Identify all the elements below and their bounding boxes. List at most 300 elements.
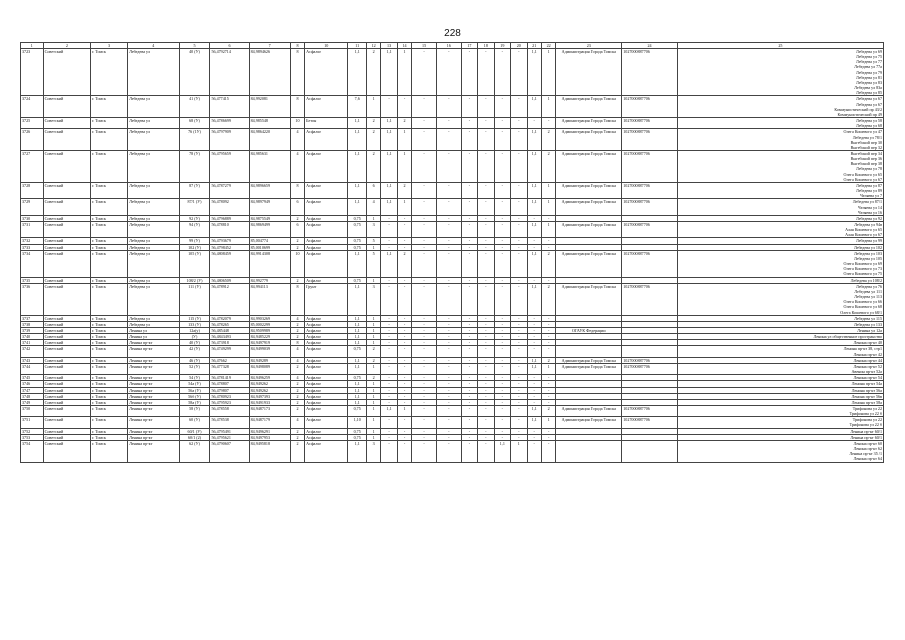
table-cell: - bbox=[541, 238, 555, 244]
table-cell: Советский bbox=[43, 150, 90, 182]
table-cell: Администрация Города Томска bbox=[556, 363, 622, 374]
table-cell: - bbox=[412, 250, 437, 277]
table-cell: 3750 bbox=[21, 406, 44, 417]
table-cell: 56,4793679 bbox=[210, 238, 249, 244]
table-cell: - bbox=[381, 387, 397, 393]
table-cell: - bbox=[397, 334, 411, 340]
table-cell: Асфальт bbox=[305, 222, 348, 238]
table-cell: - bbox=[478, 387, 494, 393]
table-row bbox=[21, 199, 884, 215]
table-cell: 1027000887706 bbox=[622, 129, 678, 151]
table-cell: - bbox=[412, 118, 437, 129]
table-cell: Советский bbox=[43, 357, 90, 363]
column-header: 10 bbox=[305, 43, 348, 49]
column-header: 20 bbox=[511, 43, 527, 49]
table-cell: 2 bbox=[290, 428, 304, 434]
table-cell: Лебедева ул 76 Лебедева ул 111 Лебедева ул 113 Олега Кошевого ул 66 Олега Кошевого ул 68 Олега Кошевого ул 68/1 bbox=[677, 283, 883, 315]
table-cell: - bbox=[461, 129, 477, 151]
table-cell: Ленина пр-кт 44 bbox=[677, 357, 883, 363]
table-cell: Лебедева ул 115 bbox=[677, 315, 883, 321]
table-cell: - bbox=[436, 150, 461, 182]
table-cell: - bbox=[494, 277, 510, 283]
table-cell: - bbox=[397, 428, 411, 434]
table-cell: Администрация Города Томска bbox=[556, 96, 622, 118]
table-row bbox=[21, 222, 884, 238]
table-cell: 84,985548 bbox=[249, 118, 290, 129]
table-cell: - bbox=[494, 182, 510, 198]
table-cell: 3744 bbox=[21, 363, 44, 374]
table-cell: - bbox=[527, 387, 541, 393]
table-cell: Ленина ул 12а bbox=[677, 327, 883, 333]
table-cell: - bbox=[436, 129, 461, 151]
table-cell: - bbox=[436, 277, 461, 283]
table-cell: - bbox=[461, 238, 477, 244]
table-cell: 41 (У) bbox=[179, 96, 210, 118]
table-cell: - bbox=[527, 215, 541, 221]
table-cell: 1,1 bbox=[348, 182, 367, 198]
table-cell: - bbox=[478, 334, 494, 340]
table-cell: Ленина пр-кт 40 bbox=[677, 340, 883, 346]
table-cell: - bbox=[436, 381, 461, 387]
table-row bbox=[21, 96, 884, 118]
table-cell: - bbox=[478, 375, 494, 381]
table-cell: 87 (У) bbox=[179, 182, 210, 198]
table-cell: - bbox=[412, 321, 437, 327]
table-cell: 1027000887706 bbox=[622, 150, 678, 182]
table-cell: 84,985631 bbox=[249, 150, 290, 182]
table-cell: 3751 bbox=[21, 417, 44, 428]
table-cell: Лебедева ул bbox=[128, 150, 179, 182]
table-cell: 84,994113 bbox=[249, 283, 290, 315]
table-cell: - bbox=[397, 96, 411, 118]
table-cell: 84,949262 bbox=[249, 381, 290, 387]
table-cell: - bbox=[436, 182, 461, 198]
table-cell: Советский bbox=[43, 346, 90, 357]
table-cell: 1,1 bbox=[348, 357, 367, 363]
table-cell: - bbox=[494, 118, 510, 129]
table-cell: Советский bbox=[43, 375, 90, 381]
table-cell: 1027000887706 bbox=[622, 357, 678, 363]
table-cell: - bbox=[461, 277, 477, 283]
table-cell: - bbox=[436, 440, 461, 462]
table-cell: Советский bbox=[43, 283, 90, 315]
table-cell: - bbox=[397, 357, 411, 363]
table-cell: 10 bbox=[290, 250, 304, 277]
table-cell: 2 bbox=[366, 357, 380, 363]
table-cell: г. Томск bbox=[91, 375, 128, 381]
table-cell: 8 bbox=[290, 283, 304, 315]
table-cell: Ленина пр-кт 54а bbox=[677, 381, 883, 387]
table-cell: - bbox=[541, 346, 555, 357]
table-cell: Ленина пр-кт bbox=[128, 440, 179, 462]
table-cell: - bbox=[412, 399, 437, 405]
table-cell: - bbox=[412, 434, 437, 440]
table-cell: Асфальт bbox=[305, 238, 348, 244]
table-cell: 8 bbox=[290, 49, 304, 96]
table-cell: Ленина пр-кт bbox=[128, 387, 179, 393]
table-cell: - bbox=[511, 222, 527, 238]
table-cell: Асфальт bbox=[305, 96, 348, 118]
table-cell: - bbox=[461, 393, 477, 399]
table-cell: - bbox=[494, 96, 510, 118]
table-cell: г. Томск bbox=[91, 321, 128, 327]
table-cell: Трифонова ул 22 Трифонова ул 22 б bbox=[677, 406, 883, 417]
table-cell: 68 (У) bbox=[179, 118, 210, 129]
table-cell: - bbox=[412, 49, 437, 96]
table-cell: 84,9485229 bbox=[249, 334, 290, 340]
table-cell: Советский bbox=[43, 182, 90, 198]
table-cell: - bbox=[412, 363, 437, 374]
table-cell: - bbox=[381, 238, 397, 244]
column-header: 1 bbox=[21, 43, 44, 49]
table-cell: г. Томск bbox=[91, 215, 128, 221]
table-cell: 40 (У) bbox=[179, 340, 210, 346]
table-cell: 60 (У) bbox=[179, 417, 210, 428]
table-cell: г. Томск bbox=[91, 399, 128, 405]
table-cell: 1,1 bbox=[527, 417, 541, 428]
table-cell: Лебедева ул 108/2 bbox=[677, 277, 883, 283]
table-cell: 56,478092 bbox=[210, 199, 249, 215]
table-cell: 5 bbox=[366, 250, 380, 277]
table-cell: Ленина пр-кт bbox=[128, 381, 179, 387]
table-cell: - bbox=[397, 346, 411, 357]
table-cell: г. Томск bbox=[91, 222, 128, 238]
table-cell: г. Томск bbox=[91, 315, 128, 321]
table-cell: 3728 bbox=[21, 182, 44, 198]
table-cell: Советский bbox=[43, 417, 90, 428]
table-cell: 1027000887706 bbox=[622, 406, 678, 417]
table-cell: Советский bbox=[43, 428, 90, 434]
table-cell: Асфальт bbox=[305, 428, 348, 434]
table-cell: - bbox=[478, 250, 494, 277]
table-cell: - bbox=[461, 244, 477, 250]
table-cell: 85,0010699 bbox=[249, 244, 290, 250]
table-cell: - bbox=[511, 277, 527, 283]
table-row bbox=[21, 406, 884, 417]
table-cell: - bbox=[436, 387, 461, 393]
table-cell: г. Томск bbox=[91, 381, 128, 387]
table-cell: Асфальт bbox=[305, 334, 348, 340]
table-cell bbox=[622, 440, 678, 462]
table-cell: - bbox=[436, 363, 461, 374]
table-cell: - bbox=[381, 340, 397, 346]
table-cell: - bbox=[511, 340, 527, 346]
table-cell: 1,1 bbox=[348, 440, 367, 462]
table-cell: 108/2 (У) bbox=[179, 277, 210, 283]
table-cell: - bbox=[436, 375, 461, 381]
table-cell: 2 bbox=[290, 277, 304, 283]
table-cell bbox=[556, 440, 622, 462]
table-cell: 3730 bbox=[21, 215, 44, 221]
table-cell: - bbox=[494, 399, 510, 405]
table-cell: Асфальт bbox=[305, 363, 348, 374]
table-cell: - bbox=[527, 399, 541, 405]
table-cell: г. Томск bbox=[91, 357, 128, 363]
table-row bbox=[21, 250, 884, 277]
table-cell: 84,9487173 bbox=[249, 406, 290, 417]
table-cell: 84,9499039 bbox=[249, 346, 290, 357]
table-cell: 2 bbox=[397, 182, 411, 198]
column-header: 4 bbox=[128, 43, 179, 49]
table-cell: 84,9897949 bbox=[249, 199, 290, 215]
table-cell: 3739 bbox=[21, 327, 44, 333]
table-cell: 58 (У) bbox=[179, 406, 210, 417]
table-cell: - bbox=[461, 250, 477, 277]
table-cell: 56,479807 bbox=[210, 387, 249, 393]
table-cell: 111 (У) bbox=[179, 283, 210, 315]
table-cell: Советский bbox=[43, 49, 90, 96]
table-cell: 4 bbox=[290, 375, 304, 381]
table-cell: - bbox=[397, 387, 411, 393]
table-cell: - bbox=[381, 215, 397, 221]
table-cell: Администрация Города Томска bbox=[556, 357, 622, 363]
table-cell: - bbox=[381, 222, 397, 238]
table-cell: Асфальт bbox=[305, 277, 348, 283]
table-cell: 56,4795491 bbox=[210, 428, 249, 434]
table-cell: - bbox=[381, 346, 397, 357]
table-cell: г. Томск bbox=[91, 129, 128, 151]
table-cell: - bbox=[461, 222, 477, 238]
table-cell: 56,4780923 bbox=[210, 393, 249, 399]
table-cell: - bbox=[381, 357, 397, 363]
table-cell: - bbox=[511, 417, 527, 428]
table-cell: Ленина пр-кт bbox=[128, 346, 179, 357]
table-cell: - bbox=[527, 118, 541, 129]
table-cell: Администрация Города Томска bbox=[556, 150, 622, 182]
table-cell: 1,1 bbox=[348, 49, 367, 96]
table-cell: Асфальт bbox=[305, 340, 348, 346]
table-cell: 2 bbox=[541, 406, 555, 417]
table-cell: - bbox=[461, 363, 477, 374]
table-cell: - bbox=[381, 363, 397, 374]
table-cell: 56,47662 bbox=[210, 357, 249, 363]
table-cell: 1 bbox=[366, 277, 380, 283]
table-cell: 2 bbox=[397, 118, 411, 129]
table-cell: Лебедева ул bbox=[128, 118, 179, 129]
table-cell: 1,1 bbox=[348, 327, 367, 333]
table-cell: Советский bbox=[43, 334, 90, 340]
table-row bbox=[21, 150, 884, 182]
table-cell: 84,9487179 bbox=[249, 417, 290, 428]
table-cell: 56,4806509 bbox=[210, 277, 249, 283]
table-cell: 3752 bbox=[21, 428, 44, 434]
table-cell: Ленина пр-кт bbox=[128, 406, 179, 417]
table-cell: Советский bbox=[43, 440, 90, 462]
table-cell: Ленина пр-кт 60 Ленина пр-кт 62 Ленина пр-кт 35 /1 Ленина пр-кт 64 bbox=[677, 440, 883, 462]
table-cell: 3742 bbox=[21, 346, 44, 357]
table-cell: 56,4790607 bbox=[210, 440, 249, 462]
table-cell: - bbox=[381, 244, 397, 250]
table-cell: 1 bbox=[541, 363, 555, 374]
table-cell: 1,1 bbox=[348, 399, 367, 405]
table-cell: - bbox=[412, 244, 437, 250]
table-cell: - bbox=[511, 215, 527, 221]
table-cell: 3748 bbox=[21, 393, 44, 399]
table-cell: 40 (У) bbox=[179, 49, 210, 96]
table-cell: 56,4749299 bbox=[210, 346, 249, 357]
table-cell: 1,1 bbox=[348, 199, 367, 215]
table-cell: Выгебский пер 34 Выгебский пер 36 Выгебский пер 38 Лебедева ул 78 Олега Кошевого ул 65 Олега Кошевого ул 67 bbox=[677, 150, 883, 182]
table-cell: 2 bbox=[290, 321, 304, 327]
table-cell: - bbox=[494, 129, 510, 151]
table-cell: 6 bbox=[290, 199, 304, 215]
table-cell: - bbox=[541, 277, 555, 283]
table-cell: 1027000887706 bbox=[622, 49, 678, 96]
table-cell: 1027000887706 bbox=[622, 199, 678, 215]
table-cell: - bbox=[412, 406, 437, 417]
table-cell: - bbox=[527, 346, 541, 357]
column-header: 14 bbox=[397, 43, 411, 49]
table-cell: - bbox=[436, 334, 461, 340]
table-cell: 56,478558 bbox=[210, 406, 249, 417]
table-cell: - bbox=[541, 434, 555, 440]
table-cell: - bbox=[381, 96, 397, 118]
table-cell: - bbox=[397, 283, 411, 315]
table-cell: - bbox=[511, 250, 527, 277]
table-cell: - bbox=[478, 215, 494, 221]
table-cell: - bbox=[461, 399, 477, 405]
table-cell: Ленина пр-кт bbox=[128, 417, 179, 428]
table-cell: г. Томск bbox=[91, 283, 128, 315]
table-cell: Асфальт bbox=[305, 49, 348, 96]
table-cell: - bbox=[461, 434, 477, 440]
table-cell: г. Томск bbox=[91, 417, 128, 428]
table-cell: 1 bbox=[397, 49, 411, 96]
table-cell: - bbox=[381, 417, 397, 428]
table-cell: 1 bbox=[366, 406, 380, 417]
table-cell: 78 (У) bbox=[179, 150, 210, 182]
table-cell: - bbox=[511, 327, 527, 333]
table-cell: 1027000887706 bbox=[622, 96, 678, 118]
table-cell: 1 bbox=[397, 150, 411, 182]
table-cell: Лебедева ул bbox=[128, 315, 179, 321]
table-cell: Лебедева ул 103 Лебедева ул 105 Олега Кошевого ул 69 Олега Кошевого ул 73 Олега Кошевого ул 75 bbox=[677, 250, 883, 277]
table-cell: 2 bbox=[397, 250, 411, 277]
table-cell: Администрация Города Томска bbox=[556, 199, 622, 215]
table-cell: 6 bbox=[290, 222, 304, 238]
table-cell: Асфальт bbox=[305, 434, 348, 440]
table-cell: - bbox=[436, 215, 461, 221]
table-cell: - bbox=[511, 399, 527, 405]
table-cell: 84,949262 bbox=[249, 387, 290, 393]
table-cell: 1,1 bbox=[348, 315, 367, 321]
table-cell: - bbox=[511, 150, 527, 182]
table-cell: г. Томск bbox=[91, 118, 128, 129]
column-header: 22 bbox=[541, 43, 555, 49]
table-cell: - bbox=[397, 244, 411, 250]
table-row bbox=[21, 118, 884, 129]
table-cell: 102 (У) bbox=[179, 244, 210, 250]
table-cell: 2 bbox=[541, 250, 555, 277]
table-cell: Асфальт bbox=[305, 150, 348, 182]
table-cell: Ленина пр-кт bbox=[128, 428, 179, 434]
table-cell: - bbox=[436, 315, 461, 321]
column-header: 13 bbox=[381, 43, 397, 49]
table-cell: 1 bbox=[511, 440, 527, 462]
table-row bbox=[21, 417, 884, 428]
table-cell: - bbox=[527, 238, 541, 244]
table-cell: 1 bbox=[366, 363, 380, 374]
table-cell: 2 bbox=[366, 118, 380, 129]
table-cell: 2 bbox=[290, 399, 304, 405]
table-cell: - bbox=[527, 428, 541, 434]
table-cell: - bbox=[541, 399, 555, 405]
table-cell: г. Томск bbox=[91, 244, 128, 250]
table-cell: - bbox=[541, 334, 555, 340]
table-cell: 0,75 bbox=[348, 244, 367, 250]
table-cell: 1 bbox=[541, 417, 555, 428]
table-cell: - bbox=[511, 434, 527, 440]
table-cell: 56,478810 bbox=[210, 222, 249, 238]
table-cell: 2 bbox=[366, 49, 380, 96]
table-cell: - bbox=[412, 381, 437, 387]
table-cell: Советский bbox=[43, 321, 90, 327]
table-cell: 3723 bbox=[21, 49, 44, 96]
table-cell: Лебедева ул bbox=[128, 222, 179, 238]
table-cell: 62 (У) bbox=[179, 440, 210, 462]
table-row bbox=[21, 346, 884, 357]
table-cell: - bbox=[511, 428, 527, 434]
table-cell: 8 bbox=[290, 96, 304, 118]
table-cell: Ленина пр-кт 56а bbox=[677, 387, 883, 393]
table-cell: 3740 bbox=[21, 334, 44, 340]
table-cell: - bbox=[461, 118, 477, 129]
table-cell: 1 bbox=[366, 381, 380, 387]
table-cell: 1,1 bbox=[348, 321, 367, 327]
table-cell: Асфальт bbox=[305, 381, 348, 387]
table-cell: - bbox=[412, 387, 437, 393]
table-cell: 56,4796889 bbox=[210, 215, 249, 221]
table-cell: - bbox=[412, 150, 437, 182]
table-cell: ОГАУК Федерации bbox=[556, 327, 622, 333]
table-cell: Лебедева ул 58 Лебедева ул 68 bbox=[677, 118, 883, 129]
table-cell: - bbox=[412, 129, 437, 151]
table-cell: - bbox=[494, 357, 510, 363]
table-cell: 84,9496291 bbox=[249, 428, 290, 434]
table-cell: Лебедева ул bbox=[128, 283, 179, 315]
table-cell: 1 bbox=[366, 340, 380, 346]
table-cell: Асфальт bbox=[305, 399, 348, 405]
table-cell: Асфальт bbox=[305, 417, 348, 428]
table-cell: 1027000887706 bbox=[622, 182, 678, 198]
table-cell: - bbox=[478, 393, 494, 399]
table-cell bbox=[622, 346, 678, 357]
table-cell: - bbox=[478, 346, 494, 357]
table-cell: Советский bbox=[43, 315, 90, 321]
table-cell: 56,4808459 bbox=[210, 250, 249, 277]
table-cell: Советский bbox=[43, 406, 90, 417]
table-cell: 1,1 bbox=[381, 118, 397, 129]
table-cell: 87/1 (У) bbox=[179, 199, 210, 215]
table-cell: Асфальт bbox=[305, 387, 348, 393]
table-cell: 1,1 bbox=[527, 363, 541, 374]
table-cell: 56б (У) bbox=[179, 393, 210, 399]
table-cell: Советский bbox=[43, 399, 90, 405]
table-cell: г. Томск bbox=[91, 277, 128, 283]
table-cell: - bbox=[412, 283, 437, 315]
table-cell: - bbox=[412, 277, 437, 283]
table-cell: - bbox=[397, 238, 411, 244]
table-cell: - bbox=[461, 375, 477, 381]
table-cell: 2 bbox=[541, 283, 555, 315]
table-cell: 84,9496259 bbox=[249, 375, 290, 381]
table-cell: (У) bbox=[179, 334, 210, 340]
table-cell: 0,75 bbox=[348, 375, 367, 381]
table-cell: 2 bbox=[541, 129, 555, 151]
table-cell: 2 bbox=[290, 238, 304, 244]
table-cell: - bbox=[494, 428, 510, 434]
table-cell: - bbox=[541, 428, 555, 434]
